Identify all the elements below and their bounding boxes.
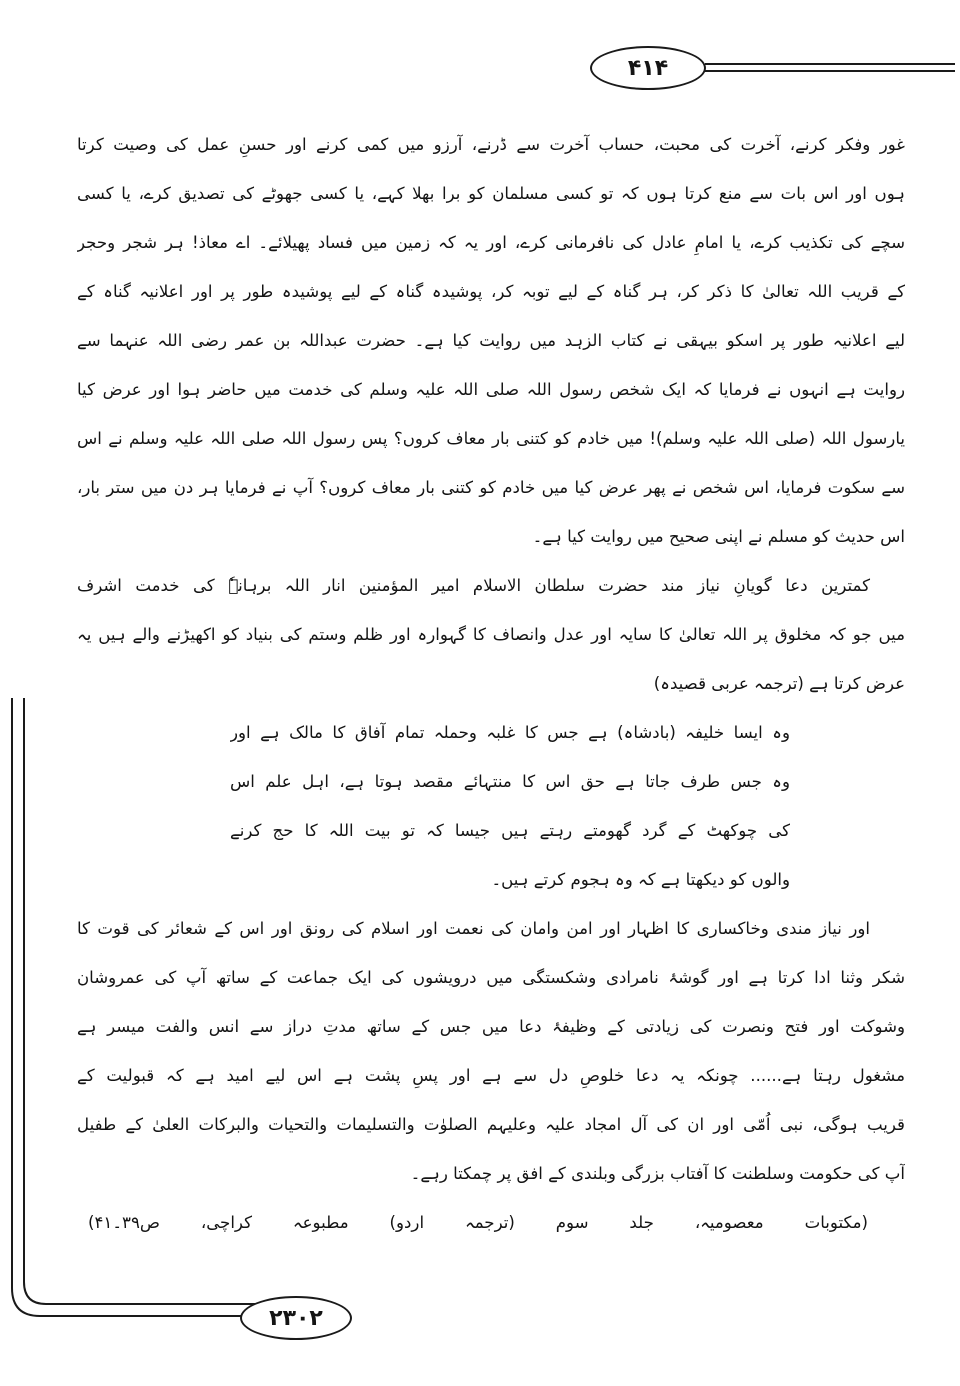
verse-line-last (230, 855, 790, 904)
text-line-content: ہوں اور اس بات سے منع کرتا ہوں کہ تو کسی مسلمان کو برا بھلا کہے، یا کسی جھوٹے کی تصدیق کرے، یا کسی (77, 184, 905, 203)
text-line-content: وشوکت اور فتح ونصرت کی زیادتی کے وظیفۂ دعا میں جس کے ساتھ مدتِ دراز سے انس والفت میسر ہے (77, 1017, 905, 1036)
page-number-bottom-text: ۲۳۰۲ (269, 1305, 323, 1331)
verse-line-content: وہ جس طرف جاتا ہے حق اس کا منتہائے مقصد ہوتا ہے، اہل علم اس (230, 772, 790, 791)
text-line-content: کے قریب اللہ تعالیٰ کا ذکر کر، ہر گناہ کے لیے توبہ کر، پوشیدہ گناہ کے لیے پوشیدہ طور پر اور اعلانیہ گناہ کے (77, 282, 905, 301)
paragraph-1 (77, 120, 905, 561)
text-line (77, 1002, 905, 1051)
text-line-last (77, 659, 905, 708)
verse-line-content: والوں کو دیکھتا ہے کہ وہ ہجوم کرتے ہیں۔ (491, 870, 790, 889)
text-line (77, 1051, 905, 1100)
text-line-content: آپ کی حکومت وسلطنت کا آفتاب بزرگی وبلندی کے افق پر چمکتا رہے۔ (410, 1164, 905, 1183)
text-line-content: یارسول اللہ (صلی اللہ علیہ وسلم)! میں خادم کو کتنی بار معاف کروں؟ پس رسول اللہ صلی اللہ علیہ وسلم نے اس (77, 429, 905, 448)
text-line-content: سے سکوت فرمایا، اس شخص نے پھر عرض کیا میں خادم کو کتنی بار معاف کروں؟ آپ نے فرمایا ہر دن میں ستر بار، (77, 478, 905, 497)
text-line (77, 414, 905, 463)
text-line (77, 953, 905, 1002)
text-line-first (77, 904, 905, 953)
text-line (77, 267, 905, 316)
text-line-content: عرض کرتا ہے (ترجمہ عربی قصیدہ) (653, 674, 905, 693)
text-line-content: شکر وثنا ادا کرتا ہے اور گوشۂ نامرادی وشکستگی میں درویشوں کی ایک جماعت کے ساتھ آپ کی عمروشان (77, 968, 905, 987)
verse-line (230, 757, 790, 806)
paragraph-2 (77, 561, 905, 708)
text-line-content: اس حدیث کو مسلم نے اپنی صحیح میں روایت کیا ہے۔ (532, 527, 905, 546)
text-line-content: لیے اعلانیہ طور پر اسکو بیہقی نے کتاب الزہد میں روایت کیا ہے۔ حضرت عبداللہ بن عمر رضی اللہ عنہما سے (77, 331, 905, 350)
text-line-content: مشغول رہتا ہے...... چونکہ یہ دعا خلوصِ دل سے ہے اور پسِ پشت ہے اس لیے امید ہے کہ قبولیت کے (77, 1066, 905, 1085)
text-line-content: میں جو کہ مخلوق پر اللہ تعالیٰ کا سایہ اور عدل وانصاف کا گہوارہ اور ظلم وستم کی بنیاد کو اکھیڑنے والے ہیں یہ (77, 625, 905, 644)
text-line-content: سچے کی تکذیب کرے، یا امامِ عادل کی نافرمانی کرے، اور یہ کہ زمین میں فساد پھیلائے۔ اے معاذ! ہر شجر وحجر (77, 233, 905, 252)
text-line (77, 169, 905, 218)
text-line-last (77, 512, 905, 561)
text-line-content: غور وفکر کرنے، آخرت کی محبت، حساب آخرت سے ڈرنے، آرزو میں کمی کرنے اور حسنِ عمل کی وصیت کرتا (77, 135, 905, 154)
verse-translation (77, 708, 905, 904)
paragraph-3 (77, 904, 905, 1198)
text-line-content: اور نیاز مندی وخاکساری کا اظہار اور امن وامان کی نعمت اور اسلام کی رونق اور اس کے شعائر کی قوت کا (77, 919, 870, 938)
text-line (77, 365, 905, 414)
text-line (77, 316, 905, 365)
text-line-content: روایت ہے انہوں نے فرمایا کہ ایک شخص رسول اللہ صلی اللہ علیہ وسلم کی خدمت میں حاضر ہوا اور عرض کیا (77, 380, 905, 399)
page-number-top (590, 46, 706, 90)
citation (77, 1198, 905, 1247)
page-number-bottom (240, 1296, 352, 1340)
text-line-content: قریب ہوگی، نبی اُمّی اور ان کی آل امجاد علیہ وعلیہم الصلوٰت والتسلیمات والتحیات والبرکات العلیٰ کے طفیل (77, 1115, 905, 1134)
text-line-last (77, 1149, 905, 1198)
text-line (77, 463, 905, 512)
text-line (77, 610, 905, 659)
citation-text: (مکتوبات معصومیہ، جلد سوم (ترجمہ اردو) مطبوعہ کراچی، ص۳۹۔۴۱) (88, 1213, 868, 1232)
verse-line-content: کی چوکھٹ کے گرد گھومتے رہتے ہیں جیسا کہ تو بیت اللہ کا حج کرنے (230, 821, 790, 840)
text-block (77, 120, 905, 1247)
verse-line-content: وہ ایسا خلیفہ (بادشاہ) ہے جس کا غلبہ وحملہ تمام آفاق کا مالک ہے اور (230, 723, 790, 742)
verse-line (230, 708, 790, 757)
text-line-first (77, 561, 905, 610)
page-number-top-text: ۴۱۴ (627, 55, 669, 81)
verse-line (230, 806, 790, 855)
text-line (77, 218, 905, 267)
text-line-content: کمترین دعا گویانِ نیاز مند حضرت سلطان الاسلام امیر المؤمنین انار اللہ برہانہٗ کی خدمت اشرف (77, 576, 870, 595)
text-line (77, 1100, 905, 1149)
text-line (77, 120, 905, 169)
